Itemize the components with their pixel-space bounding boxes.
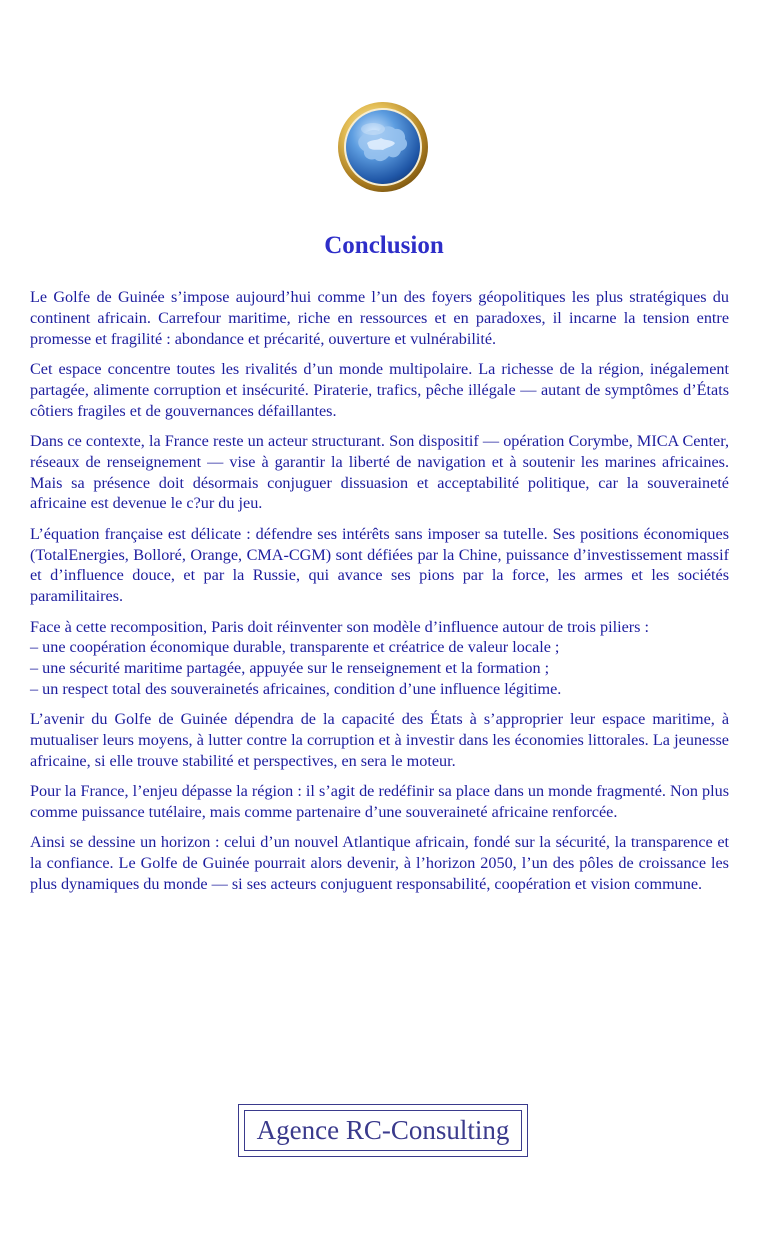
signature-box: [238, 1104, 528, 1157]
signature-inner-frame: [244, 1110, 522, 1151]
pillar-item: – une coopération économique durable, transparente et créatrice de valeur locale ;: [30, 638, 560, 657]
globe-europe-emblem-icon: [337, 101, 429, 193]
paragraph: Pour la France, l’enjeu dépasse la région : il s’agit de redéfinir sa place dans un monde fragmenté. Non plus comme puissance tutélaire, mais comme partenaire d’une souveraineté africaine renforcée.: [30, 782, 729, 822]
page-title: Conclusion: [324, 232, 444, 259]
paragraph: Cet espace concentre toutes les rivalités d’un monde multipolaire. La richesse de la région, inégalement partagée, alimente corruption et insécurité. Piraterie, trafics, pêche illégale — autant de symptômes d’États côtiers fragiles et de gouvernances défaillantes.: [30, 359, 729, 420]
globe-emblem-svg: [337, 101, 429, 193]
conclusion-body: [30, 287, 729, 904]
paragraph: Dans ce contexte, la France reste un acteur structurant. Son dispositif — opération Corymbe, MICA Center, réseaux de renseignement — vise à garantir la liberté de navigation et à soutenir les marines africaines. Mais sa présence doit désormais conjuguer dissuasion et acceptabilité politique, car la souveraineté africaine est devenue le c?ur du jeu.: [30, 431, 729, 513]
paragraph: Le Golfe de Guinée s’impose aujourd’hui comme l’un des foyers géopolitiques les plus stratégiques du continent africain. Carrefour maritime, riche en ressources et en paradoxes, il incarne la tension entre promesse et fragilité : abondance et précarité, ouverture et vulnérabilité.: [30, 288, 729, 348]
pillar-item: – une sécurité maritime partagée, appuyée sur le renseignement et la formation ;: [30, 659, 550, 678]
paragraph: Ainsi se dessine un horizon : celui d’un nouvel Atlantique africain, fondé sur la sécurité, la transparence et la confiance. Le Golfe de Guinée pourrait alors devenir, à l’horizon 2050, l’un des pôles de croissance les plus dynamiques du monde — si ses acteurs conjuguent responsabilité, coopération et vision commune.: [30, 833, 729, 894]
signature-text: Agence RC-Consulting: [256, 1115, 510, 1145]
paragraph: L’équation française est délicate : défendre ses intérêts sans imposer sa tutelle. Ses positions économiques (TotalEnergies, Bolloré, Orange, CMA-CGM) sont défiées par la Chine, puissance d’investissement massif et d’influence douce, et par la Russie, qui avance ses pions par la force, les armes et les sociétés paramilitaires.: [30, 524, 729, 606]
pillar-item: – un respect total des souverainetés africaines, condition d’une influence légitime.: [30, 679, 562, 698]
pillars-intro: Face à cette recomposition, Paris doit réinventer son modèle d’influence autour de trois piliers :: [30, 617, 649, 636]
pillars-paragraph: [30, 617, 729, 700]
paragraph: L’avenir du Golfe de Guinée dépendra de la capacité des États à s’approprier leur espace maritime, à mutualiser leurs moyens, à lutter contre la corruption et à investir dans les économies littorales. La jeunesse africaine, si elle trouve stabilité et perspectives, en sera le moteur.: [30, 710, 729, 770]
